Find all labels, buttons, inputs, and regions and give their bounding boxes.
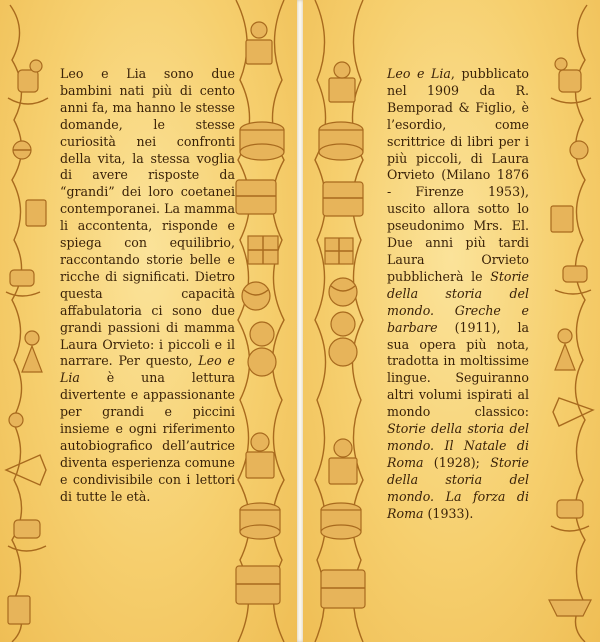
drum-icon	[321, 503, 361, 539]
paragraph-text: , pubblicato nel 1909 da R. Bemporad & Figlio, è l’esordio, come scrittrice di libri per i più piccoli, di Laura Orvieto (Milano 1876 - Firenze 1953), uscito allora sotto lo pseudonimo Mrs. El. Due anni più tardi Laura Orvieto pubblicherà le	[387, 66, 529, 284]
book-title-italic: Leo e Lia	[387, 66, 451, 81]
left-toy-border	[0, 0, 56, 642]
jack-in-the-box-icon	[246, 433, 274, 478]
paragraph-text: Leo e Lia sono due bambini nati più di cento anni fa, ma hanno le stesse domande, le stesse curiosità nei confronti della vita, la stessa voglia di avere risposte da “grandi” dei loro coetanei contemporanei. La mamma li accontenta, risponde e spiega con equilibrio, raccontando storie belle e ricche di significati. Dietro questa capacità affabulatoria ci sono due grandi passioni di mamma Laura Orvieto: i piccoli e il narrare. Per questo,	[60, 66, 235, 369]
left-page-text	[60, 66, 235, 506]
treasure-chest-icon	[323, 182, 363, 216]
rocking-horse-icon	[8, 60, 48, 104]
jack-in-the-box-icon	[329, 62, 355, 102]
right-toy-border	[541, 0, 600, 642]
teddy-bear-icon	[248, 322, 276, 376]
paragraph-text: è una lettura divertente e appassionante per grandi e piccini insieme e ogni riferimento autobiografico dell’autrice diventa esperienza comune e condivisibile con i lettori di tutte le età.	[60, 370, 235, 504]
ball-icon	[242, 282, 270, 310]
trumpet-icon	[553, 398, 593, 426]
right-page-text	[387, 66, 529, 522]
drum-icon	[319, 122, 363, 160]
paragraph-text: (1928);	[423, 454, 491, 470]
rocking-horse-icon	[555, 266, 591, 294]
gift-box-icon	[248, 236, 278, 264]
rocking-horse-icon	[8, 520, 46, 551]
boat-icon	[549, 600, 591, 616]
trumpet-icon	[6, 455, 46, 485]
teddy-bear-icon	[329, 312, 357, 366]
book-title-italic: Storie della storia del mondo. Greche e barbare	[387, 268, 529, 335]
left-page	[0, 0, 297, 642]
book-title-italic: Storie della storia del mondo. La forza di Roma	[387, 454, 529, 521]
gift-box-icon	[325, 238, 353, 264]
drum-icon	[240, 503, 280, 539]
book-icon	[26, 200, 46, 226]
biography-paragraph	[387, 66, 529, 522]
book-title-italic: Storie della storia del mondo. Il Natale di Roma	[387, 421, 529, 470]
jack-in-the-box-icon	[246, 22, 272, 64]
ball-icon	[329, 278, 357, 306]
drum-icon	[240, 122, 284, 160]
jack-in-the-box-icon	[329, 439, 357, 484]
treasure-chest-icon	[321, 570, 365, 608]
doll-icon	[555, 329, 575, 370]
rocking-horse-icon	[551, 500, 589, 531]
intro-paragraph	[60, 66, 235, 506]
center-right-toy-border	[303, 0, 375, 642]
book-icon	[551, 206, 573, 232]
treasure-chest-icon	[236, 180, 276, 214]
paragraph-text: (1933).	[423, 505, 474, 521]
paragraph-text: (1911), la sua opera più nota, tradotta in moltissime lingue. Seguiranno altri volumi ispirati al mondo classico:	[387, 319, 529, 420]
book-title-italic: Leo e Lia	[60, 353, 235, 386]
center-left-toy-border	[226, 0, 297, 642]
right-page	[303, 0, 600, 642]
ball-icon	[9, 413, 23, 427]
rocking-horse-icon	[551, 58, 591, 103]
ball-icon	[13, 141, 31, 159]
ball-icon	[570, 141, 588, 159]
book-icon	[8, 596, 30, 624]
rocking-horse-icon	[6, 270, 40, 296]
treasure-chest-icon	[236, 566, 280, 604]
doll-icon	[22, 331, 42, 372]
